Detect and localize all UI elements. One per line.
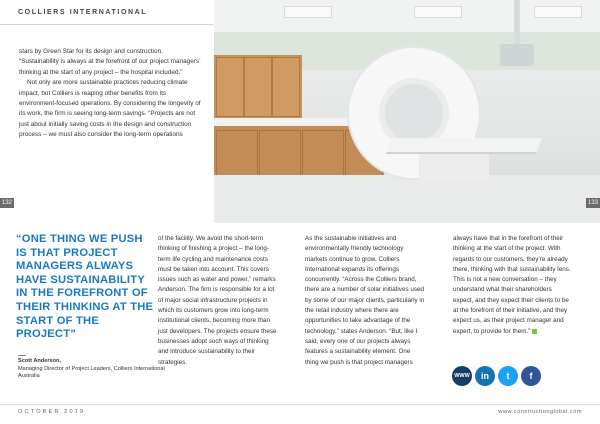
body-column-1: of the facility. We avoid the short-term thinking of finishing a project – the long-term life cycling and maintenance costs must be taken into account. This covers issues such as water and power,” remarks Anderson. The firm is responsible for a lot of major social infrastructure projects in which its customers grow into long-term institutional clients, becoming more than just developers. The projects ensure these businesses adopt such ways of thinking and introduce sustainability to their strategies. [158, 235, 277, 366]
ceiling-light [534, 6, 582, 18]
quote-author: Scott Anderson, [18, 358, 61, 364]
twitter-icon[interactable]: t [498, 366, 518, 386]
floor [214, 175, 600, 223]
quote-author-role: Managing Director of Project Leaders, Colliers International Australia [18, 365, 165, 380]
paragraph: stars by Green Star for its design and construction. “Sustainability is always at the forefront of our project managers’ thinking at the start of any project – the hospital included.” [19, 48, 201, 76]
ceiling-light [414, 6, 462, 18]
ceiling-light [284, 6, 332, 18]
quote-credit [18, 358, 168, 381]
footer-website[interactable]: www.constructionglobal.com [498, 409, 582, 415]
linkedin-icon[interactable]: in [475, 366, 495, 386]
left-text-column [19, 47, 204, 141]
page-number-left: 132 [1, 200, 12, 206]
website-icon[interactable]: WWW [452, 366, 472, 386]
paragraph: Not only are more sustainable practices reducing climate impact, but Colliers is reaping other benefits from its environment-focused operations. By considering the longevity of its work, the firm is seeing long-term savings. “Projects are not just about initially saving costs in the design and construction process – we must also consider the long-term operations [19, 79, 201, 139]
page-number-right: 133 [587, 200, 598, 206]
ceiling-monitor [500, 44, 534, 66]
quote-divider [18, 355, 26, 356]
footer-date: OCTOBER 2019 [18, 409, 86, 415]
body-column-2: As the sustainable initiatives and environmentally friendly technology markets continue to grow, Colliers International expands its offerings concurrently. “Across the Colliers brand, there are a number of solar initiatives used by some of our major clients, particularly in the retail industry where there are opportunities to take advantage of the technology,” states Anderson. “But, like I said, every one of our projects always features a sustainability element. One thing we push is that project managers [305, 235, 425, 366]
footer-rule [0, 404, 600, 405]
patient-table [386, 138, 542, 154]
facebook-icon[interactable]: f [521, 366, 541, 386]
body-column-3 [453, 234, 573, 337]
brand-name: COLLIERS INTERNATIONAL [18, 9, 148, 16]
patient-table-base [419, 152, 489, 182]
end-mark-icon [532, 329, 537, 334]
pull-quote: “ONE THING WE PUSH IS THAT PROJECT MANAGERS ALWAYS HAVE SUSTAINABILITY IN THE FOREFRONT OF THEIR THINKING AT THE START OF THE PROJECT” [16, 233, 154, 341]
hospital-ct-room-photo [214, 0, 600, 223]
body-column-3-text: always have that in the forefront of their thinking at the start of the project. With regards to our customers, they’re already there, thinking with that sustainability lens. This is not a new conversation – they understand what their shareholders expect, and they expect their clients to be at the forefront of their initiative, and they expect us, as their project manager and expert, to provide for them.” [453, 235, 571, 335]
